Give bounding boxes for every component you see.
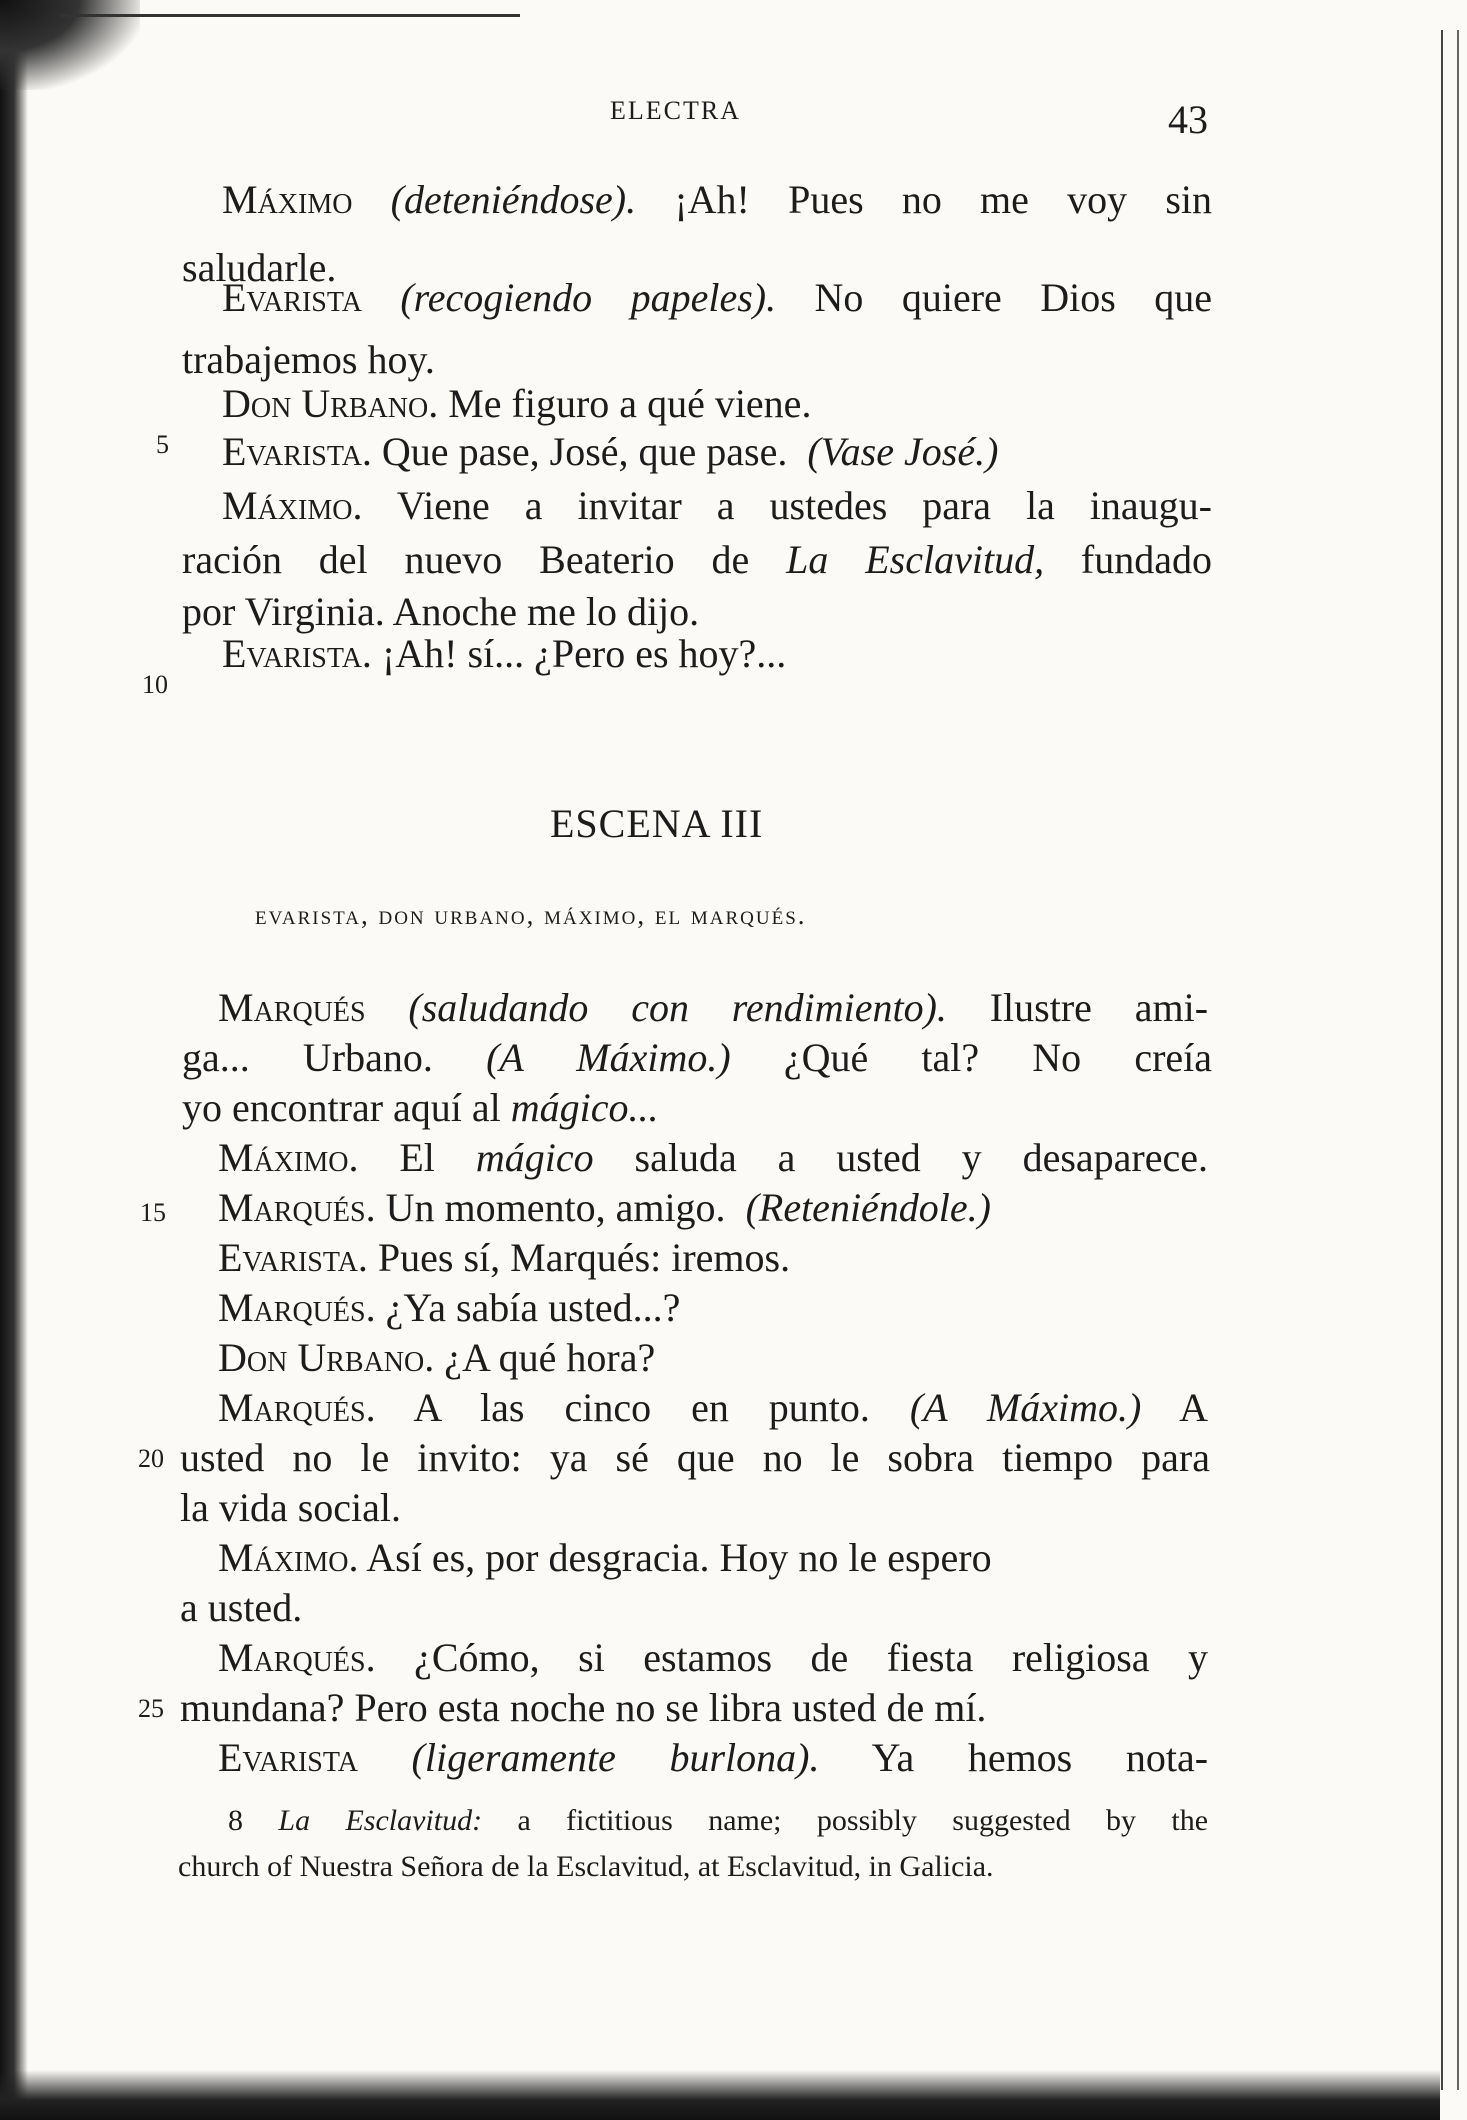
text-line-11: Marqués (saludando con rendimiento). Ilustre ami- bbox=[218, 985, 1209, 1030]
text-line-26: Evarista (ligeramente burlona). Ya hemos nota- bbox=[218, 1735, 1209, 1780]
scene-title: ESCENA III bbox=[550, 801, 764, 846]
text-line-15: Marqués. Un momento, amigo. (Reteniéndole.) bbox=[218, 1185, 991, 1230]
text-line-17: Marqués. ¿Ya sabía usted...? bbox=[218, 1285, 681, 1330]
text-line-3: Evarista (recogiendo papeles). No quiere Dios que bbox=[222, 275, 1212, 320]
text-line-5: Don Urbano. Me figuro a qué viene. bbox=[222, 381, 812, 426]
text-line-6: Evarista. Que pase, José, que pase. (Vase José.) bbox=[222, 429, 999, 474]
line-number-20: 20 bbox=[138, 1444, 164, 1473]
text-line-21: la vida social. bbox=[180, 1485, 402, 1530]
text-line-18: Don Urbano. ¿A qué hora? bbox=[218, 1335, 656, 1380]
text-line-19: Marqués. A las cinco en punto. (A Máximo.) A bbox=[218, 1385, 1208, 1430]
scan-edge-right bbox=[1441, 30, 1459, 2090]
scan-shadow-bottom bbox=[0, 2070, 1440, 2120]
text-line-23: a usted. bbox=[180, 1585, 303, 1630]
text-line-24: Marqués. ¿Cómo, si estamos de fiesta religiosa y bbox=[218, 1635, 1209, 1680]
footnote-line-1: 8 La Esclavitud: a fictitious name; possibly suggested by the bbox=[228, 1804, 1209, 1837]
text-line-2: saludarle. bbox=[182, 245, 337, 290]
text-line-7: Máximo. Viene a invitar a ustedes para la inaugu- bbox=[222, 483, 1212, 528]
line-number-5: 5 bbox=[156, 430, 169, 459]
running-title: ELECTRA bbox=[610, 96, 741, 125]
text-line-25: mundana? Pero esta noche no se libra usted de mí. bbox=[180, 1685, 987, 1730]
line-number-15: 15 bbox=[140, 1198, 166, 1227]
scan-edge-top bbox=[60, 14, 520, 17]
text-line-14: Máximo. El mágico saluda a usted y desaparece. bbox=[218, 1135, 1208, 1180]
line-number-10: 10 bbox=[142, 670, 168, 699]
text-line-20: usted no le invito: ya sé que no le sobra tiempo para bbox=[180, 1435, 1210, 1480]
text-line-4: trabajemos hoy. bbox=[182, 337, 435, 382]
page-number: 43 bbox=[1168, 97, 1208, 142]
text-line-9: por Virginia. Anoche me lo dijo. bbox=[182, 589, 700, 634]
text-line-16: Evarista. Pues sí, Marqués: iremos. bbox=[218, 1235, 791, 1280]
scene-cast-list: evarista, don urbano, máximo, el marqués. bbox=[255, 900, 807, 930]
text-line-22: Máximo. Así es, por desgracia. Hoy no le espero bbox=[218, 1535, 992, 1580]
text-line-1: Máximo (deteniéndose). ¡Ah! Pues no me voy sin bbox=[222, 177, 1213, 222]
text-line-10: Evarista. ¡Ah! sí... ¿Pero es hoy?... bbox=[222, 631, 787, 676]
text-line-12: ga... Urbano. (A Máximo.) ¿Qué tal? No creía bbox=[182, 1035, 1213, 1080]
scan-shadow-left bbox=[0, 0, 28, 2120]
text-line-8: ración del nuevo Beaterio de La Esclavitud, fundado bbox=[182, 537, 1212, 582]
line-number-25: 25 bbox=[138, 1694, 164, 1723]
text-line-13: yo encontrar aquí al mágico... bbox=[182, 1085, 659, 1130]
footnote-line-2: church of Nuestra Señora de la Esclavitud, at Esclavitud, in Galicia. bbox=[178, 1850, 994, 1883]
